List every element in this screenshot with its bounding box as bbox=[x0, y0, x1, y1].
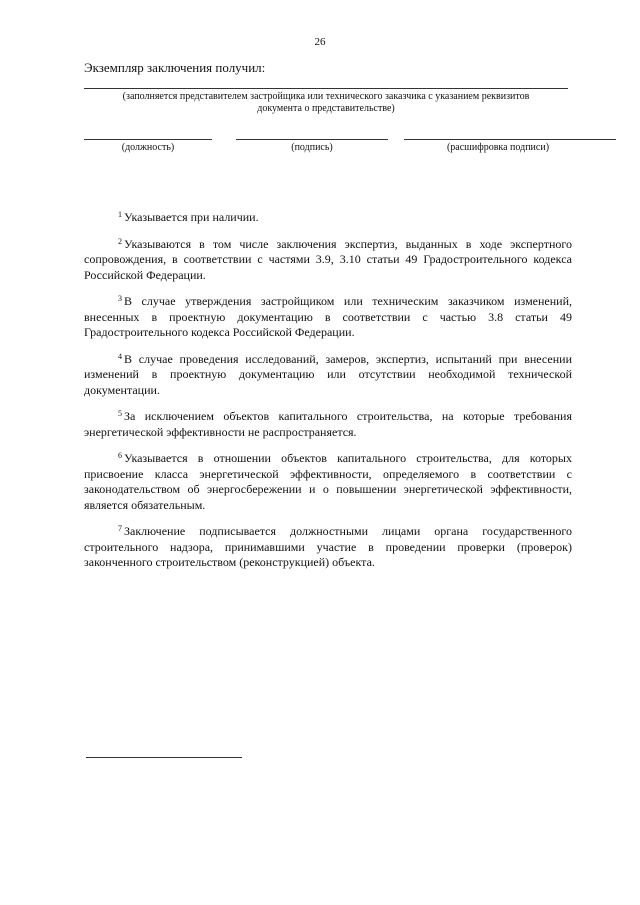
position-caption: (должность) bbox=[121, 142, 175, 153]
footnote-number: 2 bbox=[118, 236, 122, 246]
footnote-number: 6 bbox=[118, 451, 122, 460]
footnote-number: 3 bbox=[118, 294, 122, 303]
signature-caption: (подпись) bbox=[291, 142, 333, 153]
position-line bbox=[84, 139, 212, 140]
footnote-number: 7 bbox=[118, 524, 122, 533]
footnote-text: Указывается при наличии. bbox=[124, 210, 259, 224]
footnote-number: 5 bbox=[118, 409, 122, 418]
signature-transcript-line bbox=[404, 139, 616, 140]
signature-line bbox=[236, 139, 388, 140]
footnote-number: 1 bbox=[118, 210, 122, 219]
fill-caption-line-1: (заполняется представителем застройщика или технического заказчика с указанием реквизитов bbox=[122, 91, 530, 102]
footnote-4 bbox=[84, 352, 572, 399]
fill-line bbox=[84, 88, 568, 89]
footnote-text: Указывается в отношении объектов капитального строительства, для которых присвоение класса энергетической эффективности, определяемого в соответствии с законодательством об энергосбережении и о повышении энергетической эффективности, является обязательным. bbox=[84, 451, 572, 512]
footnote-6 bbox=[84, 451, 572, 513]
footnote-text: Заключение подписывается должностными лицами органа государственного строительного надзора, принимавшими участие в проведении проверки (проверок) законченного строительством (реконструкцией) объекта. bbox=[84, 524, 572, 569]
footnote-text: В случае утверждения застройщиком или техническим заказчиком изменений, внесенных в проектную документацию в соответствии с частью 3.8 статьи 49 Градостроительного кодекса Российской Федерации. bbox=[84, 294, 572, 339]
footnote-text: За исключением объектов капитального строительства, на которые требования энергетической эффективности не распространяется. bbox=[84, 409, 572, 439]
footnote-text: В случае проведения исследований, замеров, экспертиз, испытаний при внесении изменений в проектную документацию или отсутствии необходимой технической документации. bbox=[84, 351, 572, 397]
footnote-number: 4 bbox=[118, 351, 122, 361]
signature-transcript-caption: (расшифровка подписи) bbox=[446, 142, 550, 153]
page-number: 26 bbox=[314, 36, 326, 48]
fill-caption bbox=[84, 91, 568, 115]
received-label: Экземпляр заключения получил: bbox=[84, 60, 266, 75]
footnote-5 bbox=[84, 409, 572, 440]
footnote-2 bbox=[84, 237, 572, 284]
footnote-text: Указываются в том числе заключения экспертиз, выданных в ходе экспертного сопровождения, в соответствии с частями 3.9, 3.10 статьи 49 Градостроительного кодекса Российской Федерации. bbox=[84, 236, 572, 282]
footnote-1 bbox=[84, 210, 572, 226]
footnote-7 bbox=[84, 524, 572, 571]
footnotes-list bbox=[84, 210, 572, 582]
fill-caption-line-2: документа о представительстве) bbox=[257, 103, 395, 114]
footnote-separator-line bbox=[86, 757, 242, 758]
footnote-3 bbox=[84, 294, 572, 341]
